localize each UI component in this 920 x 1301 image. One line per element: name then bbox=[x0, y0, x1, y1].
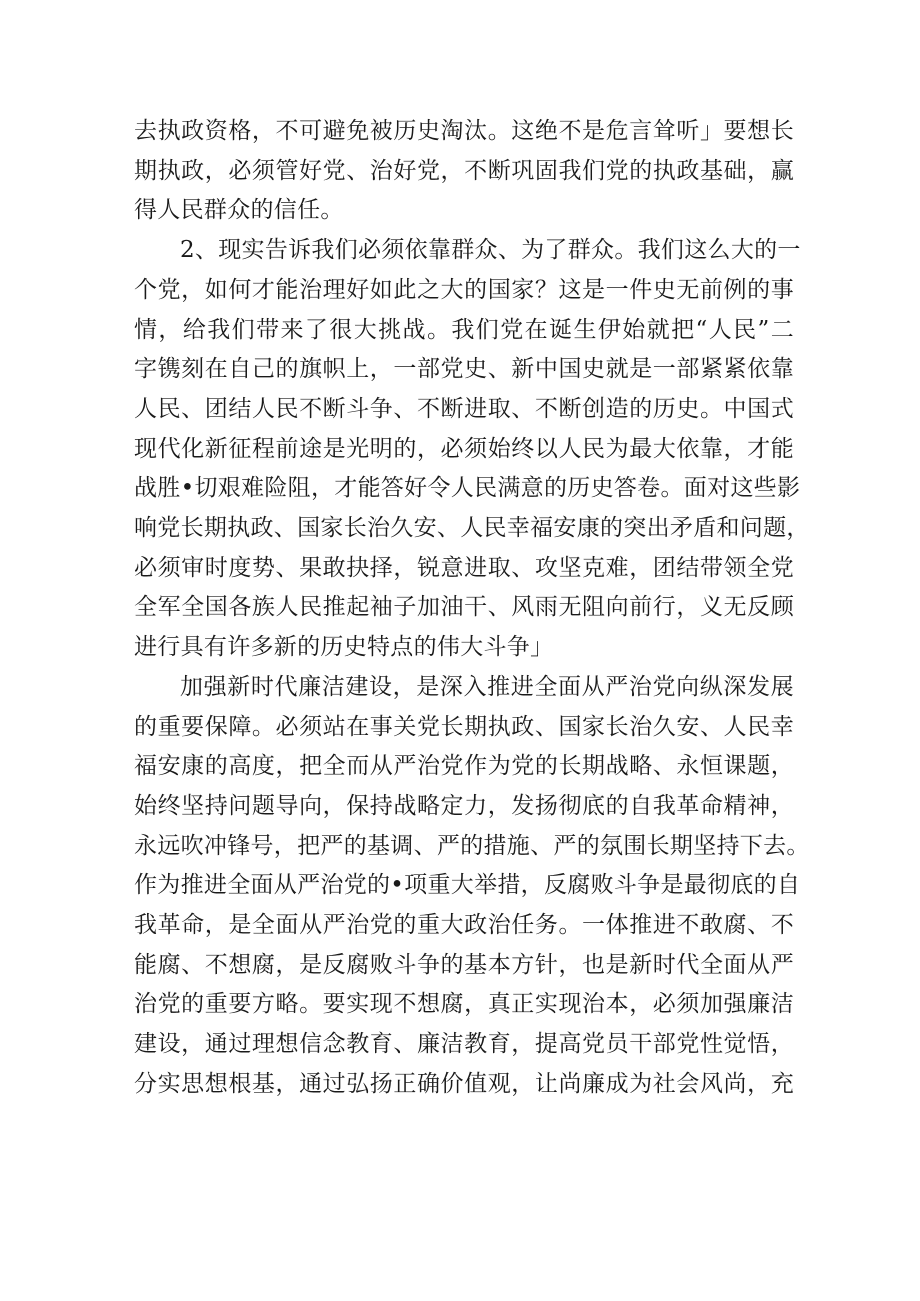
text-line: 全军全国各族人民推起袖子加油干、风雨无阻向前行，义无反顾 bbox=[134, 594, 794, 621]
text-line: 个党，如何才能治理好如此之大的国家？这是一件史无前例的事 bbox=[134, 276, 794, 303]
text-line: 期执政，必须管好党、治好党，不断巩固我们党的执政基础，赢 bbox=[134, 157, 794, 184]
text-line: 作为推进全面从严治党的•项重大举措，反腐败斗争是最彻底的自 bbox=[134, 872, 801, 899]
text-line: 加强新时代廉洁建设，是深入推进全面从严治党向纵深发展 bbox=[180, 673, 794, 700]
text-line: 分实思想根基，通过弘扬正确价值观，让尚廉成为社会风尚，充 bbox=[134, 1070, 794, 1097]
text-line: 2、现实告诉我们必须依靠群众、为了群众。我们这么大的一 bbox=[180, 237, 801, 264]
text-line: 得人民群众的信任。 bbox=[134, 197, 344, 224]
text-line: 建设，通过理想信念教育、廉洁教育，提高党员干部党性觉悟， bbox=[134, 1031, 794, 1058]
document-body bbox=[134, 112, 810, 1105]
text-line: 必须审时度势、果敢抉择，锐意进取、攻坚克难，团结带领全党 bbox=[134, 554, 794, 581]
text-line: 进行具有许多新的历史特点的伟大斗争」 bbox=[134, 634, 554, 661]
text-line: 的重要保障。必须站在事关党长期执政、国家长治久安、人民幸 bbox=[134, 713, 794, 740]
text-line: 治党的重要方略。要实现不想腐，真正实现治本，必须加强廉洁 bbox=[134, 991, 794, 1018]
paragraph-3 bbox=[134, 668, 810, 1105]
text-line: 我革命，是全面从严治党的重大政治任务。一体推进不敢腐、不 bbox=[134, 912, 794, 939]
paragraph-2 bbox=[134, 231, 810, 668]
text-line: 情，给我们带来了很大挑战。我们党在诞生伊始就把“人民”二 bbox=[134, 316, 794, 343]
text-line: 人民、团结人民不断斗争、不断进取、不断创造的历史。中国式 bbox=[134, 395, 794, 422]
text-line: 战胜•切艰难险阻，才能答好令人民满意的历史答卷。面对这些影 bbox=[134, 475, 801, 502]
paragraph-1 bbox=[134, 112, 794, 231]
text-line: 现代化新征程前途是光明的，必须始终以人民为最大依靠，才能 bbox=[134, 435, 794, 462]
text-line: 字镌刻在自己的旗帜上，一部党史、新中国史就是一部紧紧依靠 bbox=[134, 356, 794, 383]
text-line: 福安康的高度，把全而从严治党作为党的长期战略、永恒课题， bbox=[134, 753, 794, 780]
text-line: 永远吹冲锋号，把严的基调、严的措施、严的氛围长期坚持下去。 bbox=[134, 832, 810, 859]
text-line: 去执政资格，不可避免被历史淘汰。这绝不是危言耸听」要想长 bbox=[134, 118, 794, 144]
text-line: 能腐、不想腐，是反腐败斗争的基本方针，也是新时代全面从严 bbox=[134, 951, 794, 978]
text-line: 始终坚持问题导向，保持战略定力，发扬彻底的自我革命精神， bbox=[134, 792, 794, 819]
text-line: 响党长期执政、国家长治久安、人民幸福安康的突出矛盾和问题， bbox=[134, 515, 810, 542]
